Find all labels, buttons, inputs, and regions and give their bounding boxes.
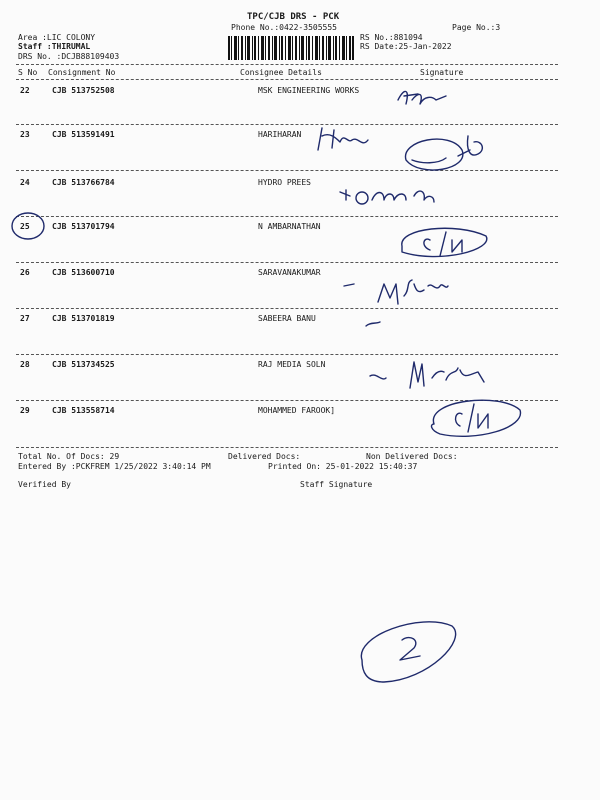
signature-row25-cn (424, 232, 462, 256)
document-title: TPC/CJB DRS - PCK (247, 12, 340, 22)
rs-number: RS No.:881094 (360, 33, 423, 42)
page-number: Page No.:3 (452, 23, 501, 32)
row-consignee: MOHAMMED FAROOK] (258, 406, 336, 415)
col-signature: Signature (420, 68, 464, 77)
row-consignment-no: CJB 513558714 (52, 406, 115, 415)
entered-by: Entered By :PCKFREM 1/25/2022 3:40:14 PM (18, 462, 211, 471)
row-consignment-no: CJB 513600710 (52, 268, 115, 277)
signature-row24-script (372, 191, 434, 202)
row-consignee: RAJ MEDIA SOLN (258, 360, 326, 369)
signature-row25-outline (402, 228, 487, 256)
area-label: Area :LIC COLONY (18, 33, 96, 42)
row-consignee: SARAVANAKUMAR (258, 268, 321, 277)
row-serial: 29 (20, 406, 30, 415)
row-consignment-no: CJB 513701794 (52, 222, 115, 231)
col-consignment: Consignment No (48, 68, 116, 77)
phone-number: Phone No.:0422-3505555 (231, 23, 337, 32)
total-docs: Total No. Of Docs: 29 (18, 452, 120, 461)
signature-row23-mark (458, 136, 482, 156)
row-serial: 25 (20, 222, 30, 231)
signature-row26 (378, 280, 448, 304)
staff-label: Staff :THIRUMAL (18, 42, 91, 51)
row-consignee: N AMBARNATHAN (258, 222, 321, 231)
signature-row27 (366, 322, 380, 326)
signature-row29-cn (456, 404, 488, 432)
row-serial: 28 (20, 360, 30, 369)
col-sno: S No (18, 68, 38, 77)
col-consignee: Consignee Details (240, 68, 322, 77)
non-delivered-docs: Non Delivered Docs: (366, 452, 458, 461)
row-serial: 26 (20, 268, 30, 277)
row-serial: 27 (20, 314, 30, 323)
row-serial: 22 (20, 86, 30, 95)
delivered-docs: Delivered Docs: (228, 452, 301, 461)
row-consignment-no: CJB 513701819 (52, 314, 115, 323)
verified-by: Verified By (18, 480, 71, 489)
drs-number: DRS No. :DCJB88109403 (18, 52, 120, 61)
row-consignment-no: CJB 513591491 (52, 130, 115, 139)
circled-serial-25 (12, 213, 44, 239)
printed-on: Printed On: 25-01-2022 15:40:37 (268, 462, 418, 471)
signature-row22 (398, 91, 446, 104)
row-consignee: MSK ENGINEERING WORKS (258, 86, 360, 95)
signature-row23-loop (406, 139, 463, 170)
rs-date: RS Date:25-Jan-2022 (360, 42, 452, 51)
signature-row23-text (318, 128, 368, 150)
footer-rule (16, 447, 558, 448)
row-serial: 24 (20, 178, 30, 187)
row-consignment-no: CJB 513752508 (52, 86, 115, 95)
signature-row28 (370, 362, 484, 388)
signature-row24-plus (340, 190, 350, 200)
row-consignee: SABEERA BANU (258, 314, 316, 323)
page-mark-number (400, 638, 420, 660)
row-consignee: HYDRO PREES (258, 178, 311, 187)
row-serial: 23 (20, 130, 30, 139)
row-consignment-no: CJB 513766784 (52, 178, 115, 187)
row-consignee: HARIHARAN (258, 130, 302, 139)
signature-row29-outline (432, 400, 521, 436)
staff-signature: Staff Signature (300, 480, 373, 489)
row-consignment-no: CJB 513734525 (52, 360, 115, 369)
